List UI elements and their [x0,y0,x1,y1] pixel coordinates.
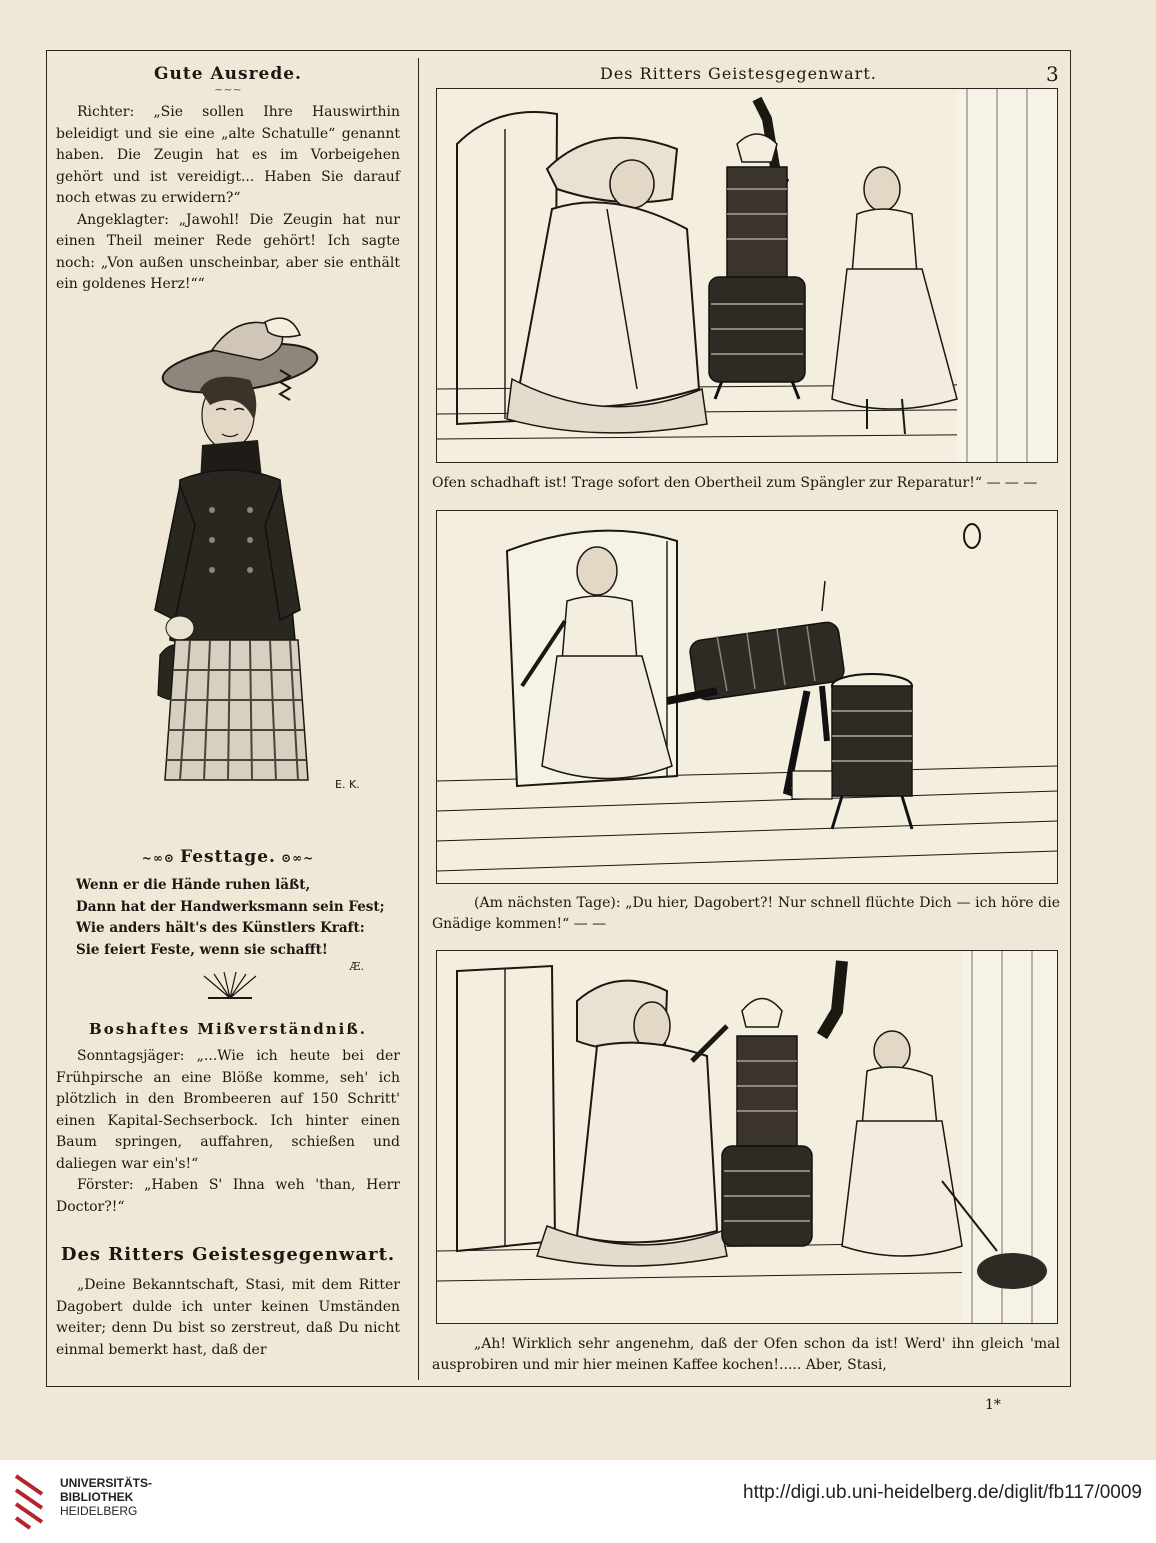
poem-line-1: Wenn er die Hände ruhen läßt, [76,877,311,893]
illustration-signature: E. K. [335,778,360,791]
title-ornament: ~~~ [214,83,242,96]
column-divider [418,58,419,1380]
ritter-title: Des Ritters Geistesgegenwart. [60,1244,396,1265]
woman-illustration [140,310,390,800]
poem-line-2: Dann hat der Handwerksmann sein Fest; [76,898,385,915]
signature-mark: 1* [985,1397,1001,1413]
comic-panel-3 [436,950,1058,1324]
logo-line-3: HEIDELBERG [60,1504,138,1518]
festtage-section [56,847,400,973]
ritter-section [56,1244,400,1361]
logo-line-1: UNIVERSITÄTS- [60,1476,153,1490]
missverstaendniss-para-2: Förster: „Haben S' Ihna weh 'than, Herr Doctor?!“ [56,1177,400,1215]
left-ornament-icon: ~∞⊙ [141,851,181,865]
page-number: 3 [1046,62,1060,86]
festtage-title: Festtage. [180,847,276,867]
gute-ausrede-para-2: Angeklagter: „Jawohl! Die Zeugin hat nur einen Theil meiner Rede gehört! Ich sagte noch: „Von außen unscheinbar, aber sie enthält ein goldenes Herz!““ [56,211,400,292]
running-title: Des Ritters Geistesgegenwart. [600,64,877,83]
comic-panel-1 [436,88,1058,463]
comic-panel-2 [436,510,1058,884]
poem-line-3: Wie anders hält's des Künstlers Kraft: [76,920,365,936]
gute-ausrede-para-1: Richter: „Sie sollen Ihre Hauswirthin beleidigt und sie eine „alte Schatulle“ genannt haben. Die Zeugin hat es im Vorbeigehen gehört und ist vereidigt... Haben Sie darauf noch etwas zu erwidern?“ [56,104,400,206]
right-ornament-icon: ⊙∞~ [275,851,315,865]
logo-line-2: BIBLIOTHEK [60,1490,134,1504]
caption-panel-3: „Ah! Wirklich sehr angenehm, daß der Ofen schon da ist! Werd' ihn gleich 'mal ausprobiren und mir hier meinen Kaffee kochen!..... Aber, Stasi, [432,1336,1060,1373]
festtage-signature: Æ. [349,960,364,973]
footer-bar [0,1460,1156,1543]
library-logo-icon [12,1470,46,1532]
caption-panel-1: Ofen schadhaft ist! Trage sofort den Obertheil zum Spängler zur Reparatur!“ — — — [432,475,1038,491]
missverstaendniss-para-1: Sonntagsjäger: „...Wie ich heute bei der Frühpirsche an eine Blöße komme, seh' ich plötzlich in den Brombeeren auf 150 Schritt' einen Kapital-Sechserbock. Ich hinter einen Baum springen, auffahren, schießen und daliegen war ein's!“ [56,1048,400,1172]
missverstaendniss-section [56,1020,400,1218]
missverstaendniss-title: Boshaftes Mißverständniß. [89,1020,367,1038]
gute-ausrede-title: Gute Ausrede. [154,64,302,84]
poem-line-4: Sie feiert Feste, wenn sie schafft! [76,941,328,958]
ritter-para-1: „Deine Bekanntschaft, Stasi, mit dem Ritter Dagobert dulde ich unter keinen Umständen weiter; denn Du bist so zerstreut, daß Du nicht einmal bemerkt hast, daß der [56,1277,400,1358]
caption-panel-2: (Am nächsten Tage): „Du hier, Dagobert?! Nur schnell flüchte Dich — ich höre die Gnädige kommen!“ — — [432,895,1060,932]
digital-library-url[interactable]: http://digi.ub.uni-heidelberg.de/diglit/fb117/0009 [743,1482,1142,1503]
sunburst-ornament-icon [200,972,260,1000]
gute-ausrede-section [56,64,400,296]
